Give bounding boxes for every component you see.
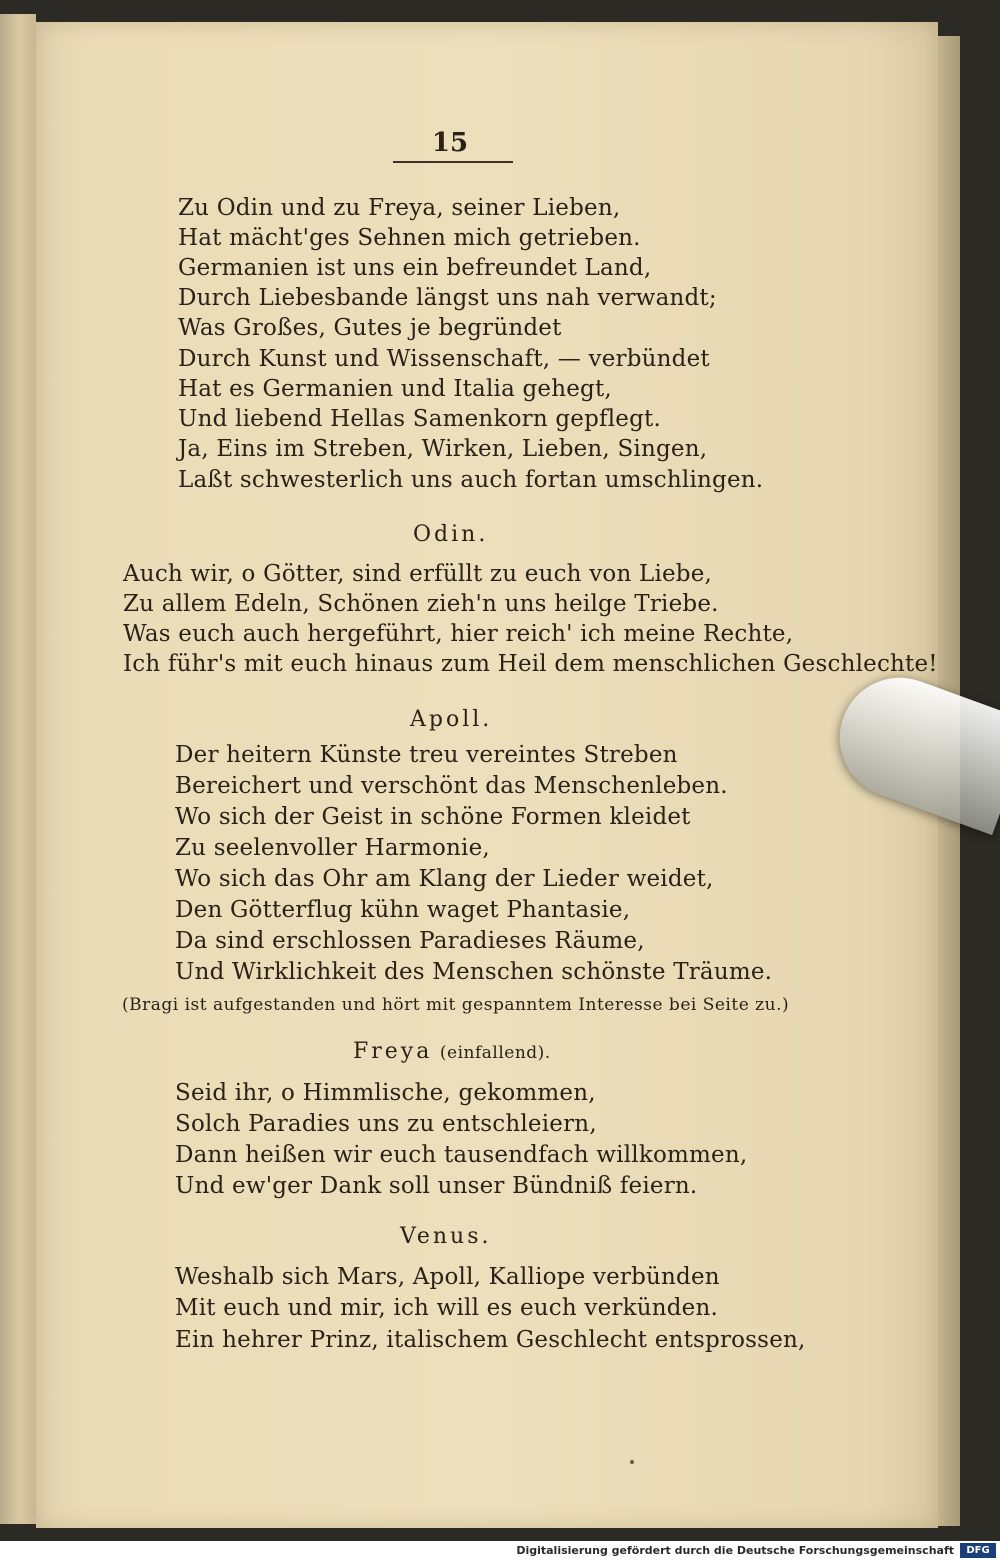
page-number: 15 — [431, 128, 469, 158]
header-rule — [393, 161, 513, 163]
verse-line: Zu allem Edeln, Schönen zieh'n uns heilge Triebe. — [123, 591, 719, 617]
verse-line: Auch wir, o Götter, sind erfüllt zu euch von Liebe, — [123, 561, 713, 587]
verse-line: Den Götterflug kühn waget Phantasie, — [175, 897, 631, 923]
verse-line: Und Wirklichkeit des Menschen schönste Träume. — [175, 959, 773, 985]
verse-line: Und ew'ger Dank soll unser Bündniß feiern. — [175, 1173, 698, 1199]
dfg-logo: DFG — [960, 1543, 996, 1558]
verse-line: Germanien ist uns ein befreundet Land, — [178, 255, 652, 281]
speaker-odin: Odin. — [413, 522, 489, 547]
previous-page-edge — [0, 14, 36, 1524]
verse-line: Wo sich das Ohr am Klang der Lieder weidet, — [175, 866, 714, 892]
stage-direction: (Bragi ist aufgestanden und hört mit gespanntem Interesse bei Seite zu.) — [122, 995, 790, 1015]
verse-line: Der heitern Künste treu vereintes Streben — [175, 742, 678, 768]
verse-line: Ich führ's mit euch hinaus zum Heil dem menschlichen Geschlechte! — [123, 651, 938, 677]
speaker-apoll: Apoll. — [410, 707, 493, 732]
verse-line: Da sind erschlossen Paradieses Räume, — [175, 928, 645, 954]
verse-line: Wo sich der Geist in schöne Formen kleidet — [175, 804, 691, 830]
footer-credit: Digitalisierung gefördert durch die Deutsche Forschungsgemeinschaft — [516, 1544, 954, 1557]
verse-line: Mit euch und mir, ich will es euch verkünden. — [175, 1295, 719, 1321]
verse-line: Was euch auch hergeführt, hier reich' ich meine Rechte, — [123, 621, 794, 647]
footer-bar — [0, 1541, 1000, 1561]
ink-speck — [630, 1460, 634, 1464]
verse-line: Hat es Germanien und Italia gehegt, — [178, 376, 612, 402]
verse-line: Ein hehrer Prinz, italischem Geschlecht entsprossen, — [175, 1327, 806, 1353]
verse-line: Seid ihr, o Himmlische, gekommen, — [175, 1080, 596, 1106]
verse-line: Bereichert und verschönt das Menschenleben. — [175, 773, 728, 799]
verse-line: Laßt schwesterlich uns auch fortan umschlingen. — [178, 467, 764, 493]
verse-line: Durch Kunst und Wissenschaft, — verbündet — [178, 346, 710, 372]
speaker-venus: Venus. — [400, 1224, 492, 1249]
verse-line: Zu Odin und zu Freya, seiner Lieben, — [178, 195, 621, 221]
speaker-freya-heading — [353, 1036, 551, 1068]
verse-line: Zu seelenvoller Harmonie, — [175, 835, 490, 861]
verse-line: Hat mächt'ges Sehnen mich getrieben. — [178, 225, 641, 251]
verse-line: Solch Paradies uns zu entschleiern, — [175, 1111, 597, 1137]
speaker-freya-note: (einfallend). — [439, 1043, 551, 1063]
verse-line: Dann heißen wir euch tausendfach willkommen, — [175, 1142, 748, 1168]
verse-line: Weshalb sich Mars, Apoll, Kalliope verbünden — [175, 1264, 720, 1290]
verse-line: Was Großes, Gutes je begründet — [178, 315, 562, 341]
verse-line: Durch Liebesbande längst uns nah verwandt; — [178, 285, 717, 311]
speaker-freya: Freya — [353, 1039, 433, 1064]
verse-line: Ja, Eins im Streben, Wirken, Lieben, Singen, — [178, 436, 708, 462]
verse-line: Und liebend Hellas Samenkorn gepflegt. — [178, 406, 661, 432]
